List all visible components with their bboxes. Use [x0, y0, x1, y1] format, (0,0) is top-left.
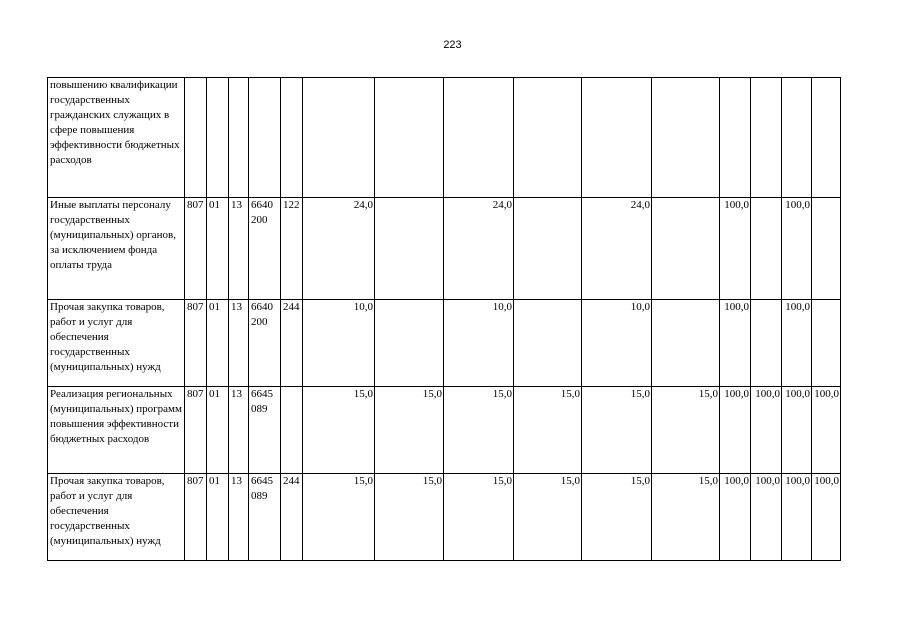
subsection-code: 13 — [229, 474, 249, 561]
percent-4 — [812, 198, 841, 300]
expense-type-code — [281, 387, 303, 474]
amount-4: 15,0 — [514, 474, 582, 561]
percent-3 — [782, 78, 812, 198]
amount-1: 24,0 — [303, 198, 375, 300]
amount-1: 15,0 — [303, 474, 375, 561]
item-name: Прочая закупка товаров, работ и услуг для обеспечения государственных (муниципальных) нужд — [48, 300, 185, 387]
amount-5 — [582, 78, 652, 198]
amount-6 — [652, 78, 720, 198]
section-code: 01 — [207, 300, 229, 387]
ministry-code: 807 — [185, 300, 207, 387]
target-code: 6640 200 — [249, 300, 281, 387]
amount-1: 10,0 — [303, 300, 375, 387]
target-code: 6645 089 — [249, 387, 281, 474]
amount-4: 15,0 — [514, 387, 582, 474]
percent-2 — [751, 300, 782, 387]
amount-3 — [444, 78, 514, 198]
ministry-code: 807 — [185, 474, 207, 561]
amount-6 — [652, 300, 720, 387]
table-row — [48, 387, 841, 474]
percent-2: 100,0 — [751, 474, 782, 561]
subsection-code: 13 — [229, 387, 249, 474]
ministry-code: 807 — [185, 387, 207, 474]
amount-4 — [514, 198, 582, 300]
amount-5: 15,0 — [582, 387, 652, 474]
amount-2: 15,0 — [375, 387, 444, 474]
amount-2 — [375, 300, 444, 387]
percent-4: 100,0 — [812, 387, 841, 474]
amount-3: 15,0 — [444, 474, 514, 561]
section-code: 01 — [207, 474, 229, 561]
ministry-code — [185, 78, 207, 198]
table-row — [48, 198, 841, 300]
item-name: Иные выплаты персоналу государственных (муниципальных) органов, за исключением фонда оплаты труда — [48, 198, 185, 300]
subsection-code: 13 — [229, 300, 249, 387]
item-name: Прочая закупка товаров, работ и услуг для обеспечения государственных (муниципальных) нужд — [48, 474, 185, 561]
amount-5: 24,0 — [582, 198, 652, 300]
percent-4 — [812, 78, 841, 198]
expense-type-code — [281, 78, 303, 198]
percent-1: 100,0 — [720, 198, 751, 300]
budget-table — [47, 77, 841, 561]
amount-3: 24,0 — [444, 198, 514, 300]
amount-2 — [375, 198, 444, 300]
subsection-code — [229, 78, 249, 198]
percent-1 — [720, 78, 751, 198]
subsection-code: 13 — [229, 198, 249, 300]
percent-3: 100,0 — [782, 387, 812, 474]
percent-2: 100,0 — [751, 387, 782, 474]
table-row — [48, 78, 841, 198]
item-name: Реализация региональных (муниципальных) программ повышения эффективности бюджетных расходов — [48, 387, 185, 474]
amount-5: 15,0 — [582, 474, 652, 561]
table-row — [48, 474, 841, 561]
percent-4: 100,0 — [812, 474, 841, 561]
percent-2 — [751, 198, 782, 300]
amount-6: 15,0 — [652, 387, 720, 474]
amount-2 — [375, 78, 444, 198]
amount-1: 15,0 — [303, 387, 375, 474]
target-code — [249, 78, 281, 198]
target-code: 6640 200 — [249, 198, 281, 300]
ministry-code: 807 — [185, 198, 207, 300]
expense-type-code: 244 — [281, 474, 303, 561]
percent-3: 100,0 — [782, 198, 812, 300]
table-row — [48, 300, 841, 387]
amount-4 — [514, 300, 582, 387]
section-code: 01 — [207, 198, 229, 300]
section-code: 01 — [207, 387, 229, 474]
percent-2 — [751, 78, 782, 198]
amount-1 — [303, 78, 375, 198]
percent-1: 100,0 — [720, 387, 751, 474]
target-code: 6645 089 — [249, 474, 281, 561]
percent-4 — [812, 300, 841, 387]
percent-3: 100,0 — [782, 300, 812, 387]
amount-3: 15,0 — [444, 387, 514, 474]
amount-3: 10,0 — [444, 300, 514, 387]
amount-6 — [652, 198, 720, 300]
percent-1: 100,0 — [720, 300, 751, 387]
amount-4 — [514, 78, 582, 198]
amount-2: 15,0 — [375, 474, 444, 561]
amount-6: 15,0 — [652, 474, 720, 561]
expense-type-code: 244 — [281, 300, 303, 387]
percent-3: 100,0 — [782, 474, 812, 561]
section-code — [207, 78, 229, 198]
percent-1: 100,0 — [720, 474, 751, 561]
item-name: повышению квалификации государственных гражданских служащих в сфере повышения эффективности бюджетных расходов — [48, 78, 185, 198]
expense-type-code: 122 — [281, 198, 303, 300]
page-number: 223 — [443, 39, 462, 51]
amount-5: 10,0 — [582, 300, 652, 387]
